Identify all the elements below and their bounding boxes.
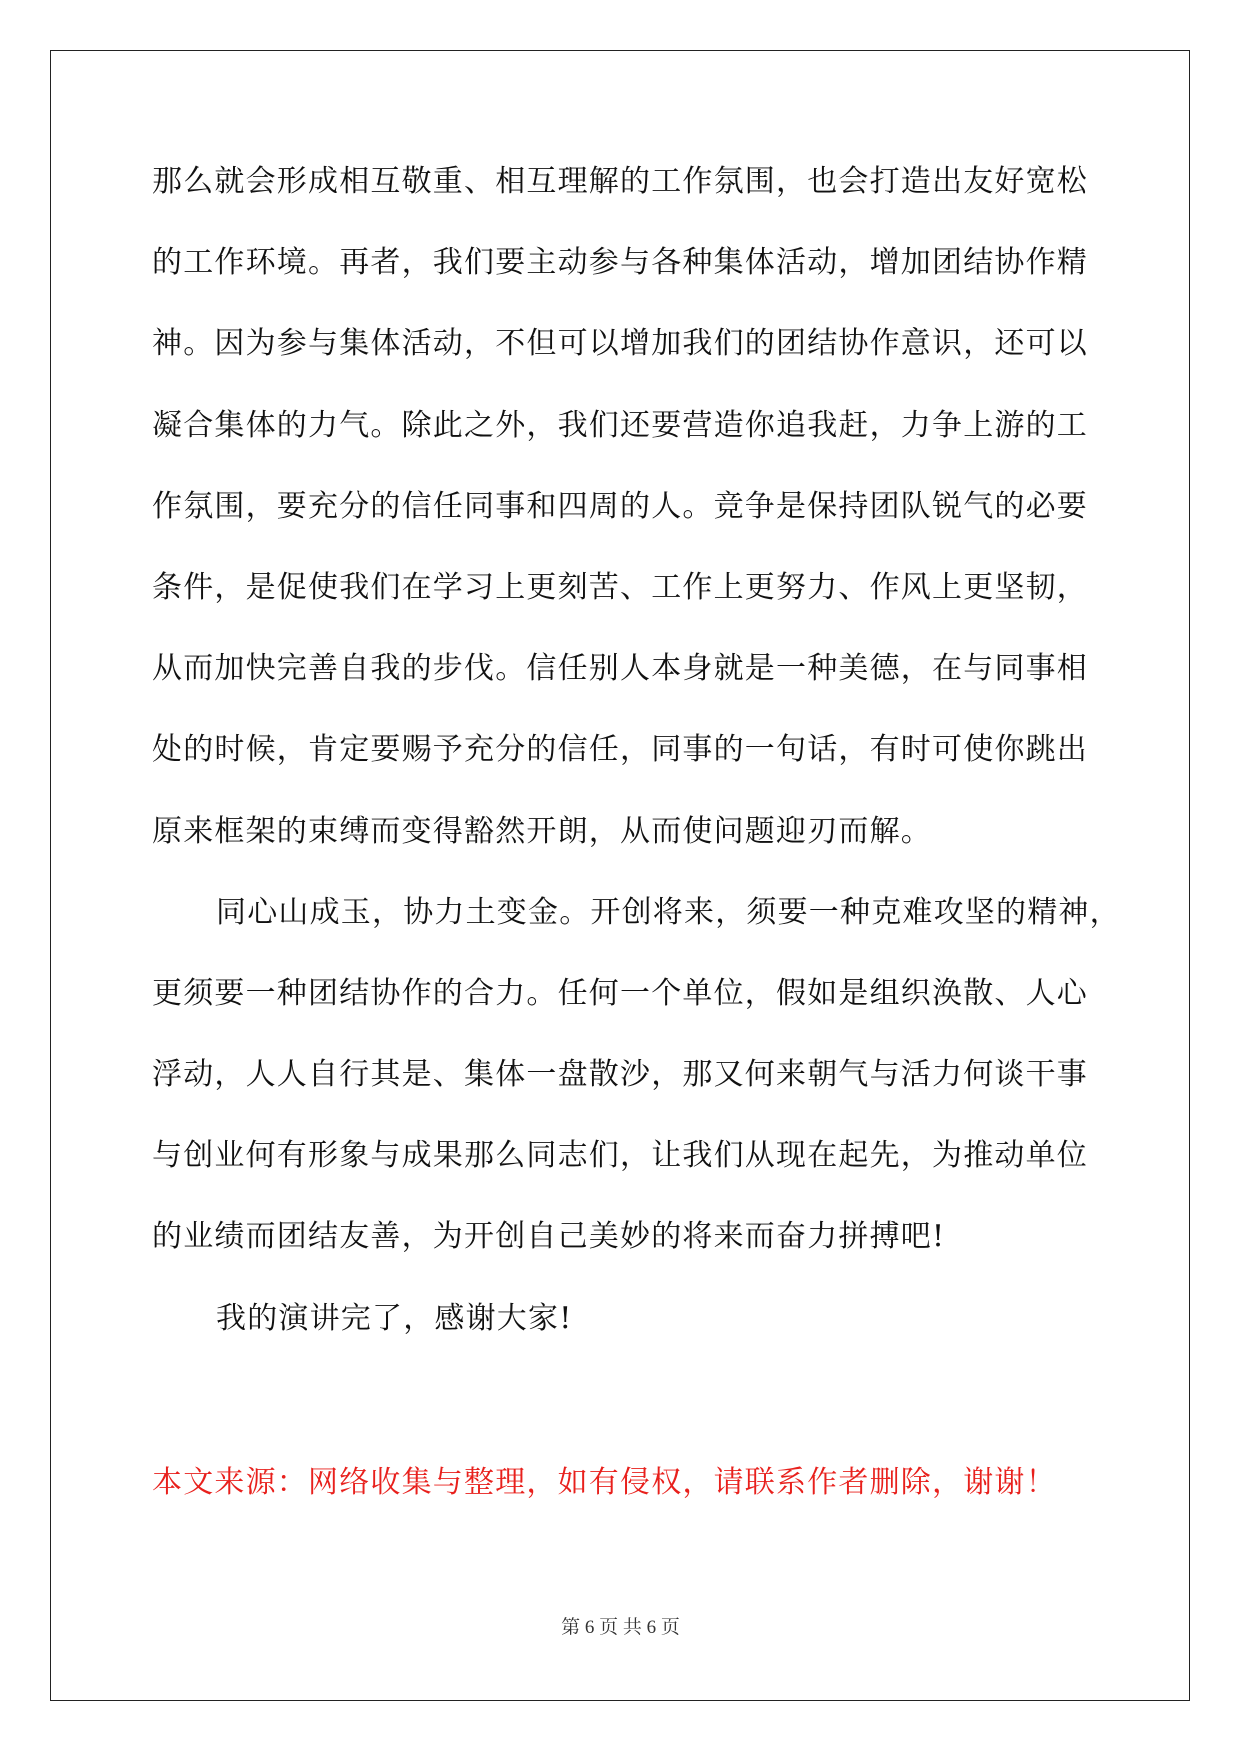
text-line: 那么就会形成相互敬重、相互理解的工作氛围，也会打造出友好宽松: [152, 164, 1088, 199]
page-number: 第 6 页 共 6 页: [561, 1617, 680, 1638]
source-note: 本文来源：网络收集与整理，如有侵权，请联系作者删除，谢谢！: [152, 1465, 1057, 1500]
text-line: 凝合集体的力气。除此之外，我们还要营造你追我赶，力争上游的工: [152, 407, 1088, 443]
closing-line: 我的演讲完了，感谢大家!: [216, 1300, 573, 1336]
text-line: 原来框架的束缚而变得豁然开朗，从而使问题迎刃而解。: [152, 813, 932, 849]
text-line: 条件，是促使我们在学习上更刻苦、工作上更努力、作风上更坚韧，: [152, 569, 1088, 605]
text-line: 的工作环境。再者，我们要主动参与各种集体活动，增加团结协作精: [152, 245, 1088, 281]
text-line: 神。因为参与集体活动，不但可以增加我们的团结协作意识，还可以: [152, 326, 1088, 362]
text-line: 浮动，人人自行其是、集体一盘散沙，那又何来朝气与活力何谈干事: [152, 1057, 1088, 1093]
document-body: [152, 162, 1121, 1380]
text-line: 更须要一种团结协作的合力。任何一个单位，假如是组织涣散、人心: [152, 975, 1088, 1011]
text-line: 处的时候，肯定要赐予充分的信任，同事的一句话，有时可使你跳出: [152, 732, 1088, 768]
text-line: 从而加快完善自我的步伐。信任别人本身就是一种美德，在与同事相: [152, 651, 1088, 687]
text-line: 与创业何有形象与成果那么同志们，让我们从现在起先，为推动单位: [152, 1138, 1088, 1174]
paragraph-start-line: 同心山成玉，协力土变金。开创将来，须要一种克难攻坚的精神，: [216, 894, 1121, 930]
text-line: 的业绩而团结友善，为开创自己美妙的将来而奋力拼搏吧!: [152, 1219, 946, 1255]
text-line: 作氛围，要充分的信任同事和四周的人。竞争是保持团队锐气的必要: [152, 488, 1088, 524]
